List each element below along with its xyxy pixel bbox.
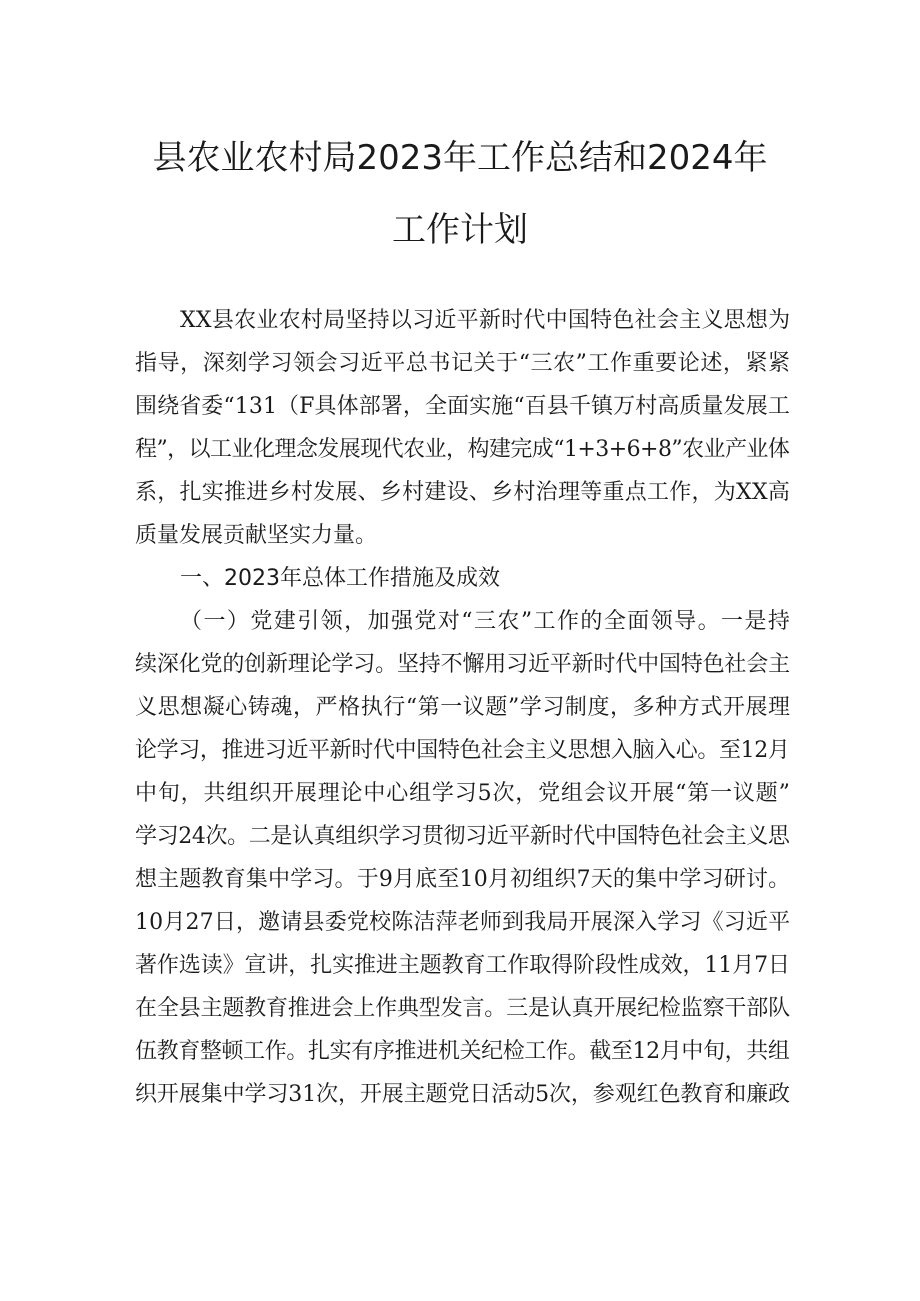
body-line: 著作选读》宣讲，扎实推进主题教育工作取得阶段性成效，11月7日 [135,953,790,978]
body-line: 在全县主题教育推进会上作典型发言。三是认真开展纪检监察干部队 [135,996,790,1021]
intro-line: XX县农业农村局坚持以习近平新时代中国特色社会主义思想为 [180,308,791,333]
document-title-line-1: 县农业农村局2023年工作总结和2024年 [152,138,768,178]
body-line: 想主题教育集中学习。于9月底至10月初组织7天的集中学习研讨。 [135,867,791,892]
body-line: 续深化党的创新理论学习。坚持不懈用习近平新时代中国特色社会主 [135,652,790,677]
intro-line: 指导，深刻学习领会习近平总书记关于“三农”工作重要论述，紧紧 [135,351,791,376]
body-line: 10月27日，邀请县委党校陈洁萍老师到我局开展深入学习《习近平 [135,910,791,935]
document-title-line-2: 工作计划 [392,210,528,250]
section-heading: 一、2023年总体工作措施及成效 [180,566,500,591]
body-line: 论学习，推进习近平新时代中国特色社会主义思想入脑入心。至12月 [135,738,790,763]
body-line: （一）党建引领，加强党对“三农”工作的全面领导。一是持 [180,609,792,634]
intro-line: 系，扎实推进乡村发展、乡村建设、乡村治理等重点工作，为XX高 [135,480,791,505]
body-line: 伍教育整顿工作。扎实有序推进机关纪检工作。截至12月中旬，共组 [135,1039,790,1064]
intro-line: 程”，以工业化理念发展现代农业，构建完成“1+3+6+8”农业产业体 [135,437,790,462]
body-line: 义思想凝心铸魂，严格执行“第一议题”学习制度，多种方式开展理 [135,695,791,720]
body-line: 中旬，共组织开展理论中心组学习5次，党组会议开展“第一议题” [135,781,791,806]
intro-line: 质量发展贡献坚实力量。 [135,523,378,548]
body-line: 学习24次。二是认真组织学习贯彻习近平新时代中国特色社会主义思 [135,824,790,849]
intro-line: 围绕省委“131（F具体部署，全面实施“百县千镇万村高质量发展工 [135,394,790,419]
body-line: 织开展集中学习31次，开展主题党日活动5次，参观红色教育和廉政 [135,1082,790,1107]
